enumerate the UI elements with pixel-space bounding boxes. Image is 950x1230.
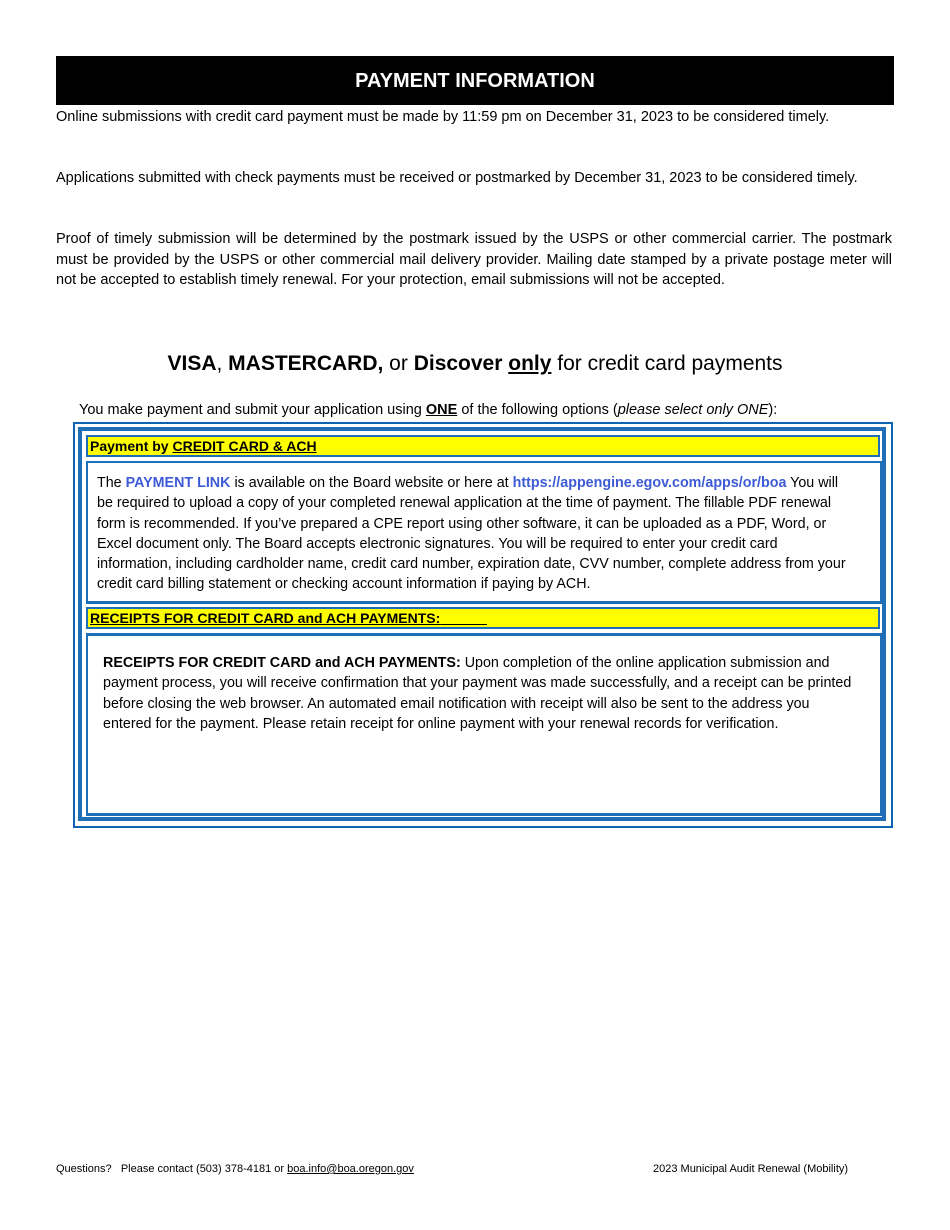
options-post: ): <box>768 402 778 418</box>
receipts-heading <box>86 607 880 629</box>
payment-url-link[interactable]: https://appengine.egov.com/apps/or/boa <box>512 475 787 491</box>
footer-questions: Questions? Please contact (503) 378-4181 or <box>56 1163 288 1175</box>
head2-trail <box>440 610 487 626</box>
options-mid: of the following options ( <box>457 402 618 418</box>
s1-pre: The <box>97 475 126 491</box>
contact-email-link[interactable]: boa.info@boa.oregon.gov <box>287 1163 414 1175</box>
page-title: PAYMENT INFORMATION <box>56 56 894 105</box>
online-deadline-paragraph: Online submissions with credit card payment must be made by 11:59 pm on December 31, 2023 to be considered timely. <box>56 109 830 125</box>
cards-or: or <box>383 352 414 375</box>
s1-post: You will be required to upload a copy of your completed renewal application at the time of payment. The fillable PDF renewal form is recommended. If you’ve prepared a CPE report using other software, it can be uploaded as a PDF, Word, or Excel document only. The Board accepts electronic signatures. You will be required to enter your credit card information, including cardholder name, credit card number, expiration date, CVV number, complete address from your credit card billing statement or checking account information if paying by ACH. <box>97 475 846 593</box>
discover-label: Discover <box>413 352 503 375</box>
receipts-lead: RECEIPTS FOR CREDIT CARD and ACH PAYMENTS: <box>103 655 461 671</box>
options-instruction <box>79 400 899 420</box>
proof-of-submission-paragraph: Proof of timely submission will be determined by the postmark issued by the USPS or other commercial carrier. The postmark must be provided by the USPS or other commercial mail delivery provider. Mailing date stamped by a private postage meter will not be accepted to establish timely renewal. For your protection, email submissions will not be accepted. <box>56 231 892 288</box>
head1-underlined: CREDIT CARD & ACH <box>172 438 317 454</box>
options-one: ONE <box>425 402 458 418</box>
only-label: only <box>508 352 552 375</box>
s1-mid: is available on the Board website or here at <box>230 475 513 491</box>
visa-label: VISA <box>167 352 217 375</box>
accepted-cards-heading <box>56 349 894 379</box>
cards-sep: , <box>216 352 229 375</box>
head1-prefix: Payment by <box>90 438 173 454</box>
check-deadline-paragraph: Applications submitted with check payments must be received or postmarked by December 31, 2023 to be considered timely. <box>56 170 858 186</box>
credit-card-ach-text <box>97 473 849 595</box>
options-italic: please select only ONE <box>617 402 769 418</box>
credit-card-ach-heading <box>86 435 880 457</box>
options-pre: You make payment and submit your application using <box>79 402 426 418</box>
payment-link[interactable]: PAYMENT LINK <box>125 475 231 491</box>
footer-form-name: 2023 Municipal Audit Renewal (Mobility) <box>653 1163 849 1175</box>
mastercard-label: MASTERCARD, <box>228 352 384 375</box>
footer-contact <box>56 1162 414 1176</box>
receipts-text <box>103 653 853 734</box>
cards-rest: for credit card payments <box>551 352 783 375</box>
receipts-content: Upon completion of the online application submission and payment process, you will receive confirmation that your payment was made successfully, and a receipt can be printed before closing the web browser. An automated email notification with receipt will also be sent to the address you entered for the payment. Please retain receipt for online payment with your renewal records for verification. <box>103 655 852 732</box>
head2-text: RECEIPTS FOR CREDIT CARD and ACH PAYMENTS: <box>90 610 441 626</box>
